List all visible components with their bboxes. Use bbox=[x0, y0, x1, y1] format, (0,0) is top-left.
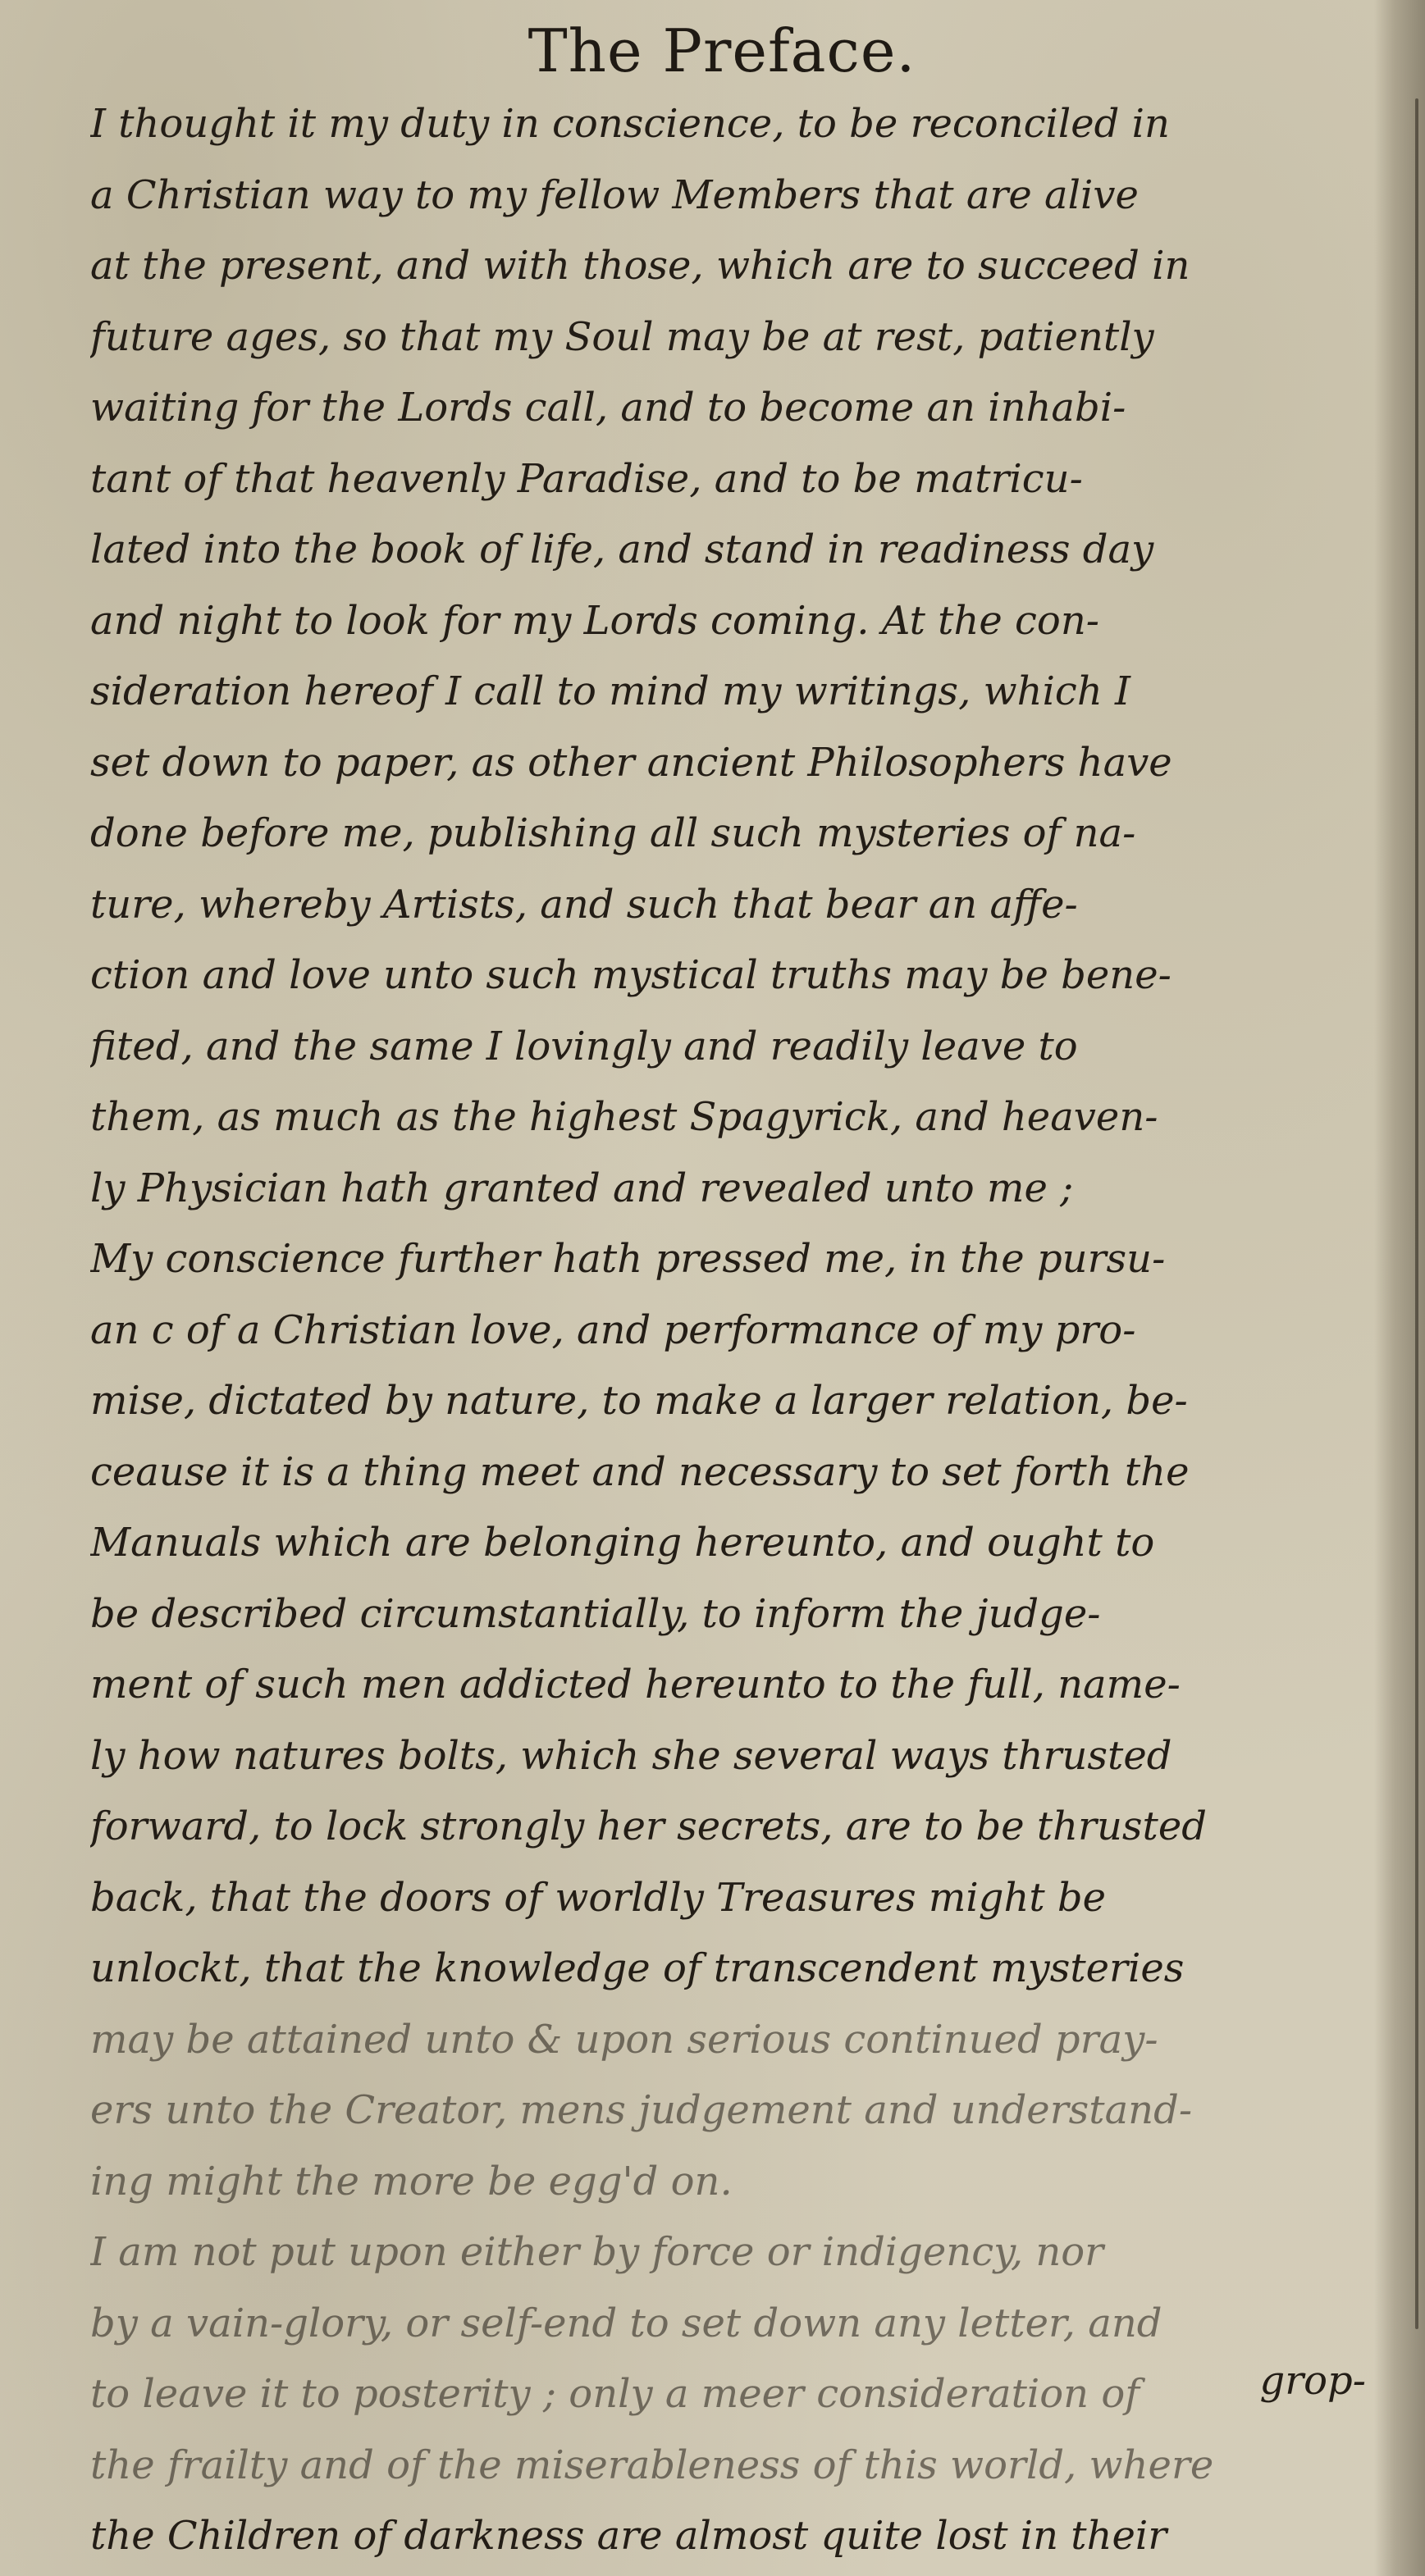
text-line: to leave it to posterity ; only a meer consideration of bbox=[90, 2371, 1140, 2417]
text-line: ly how natures bolts, which she several ways thrusted bbox=[90, 1732, 1172, 1779]
text-line: ly Physician hath granted and revealed unto me ; bbox=[90, 1165, 1074, 1211]
text-line: an c of a Christian love, and performance of my pro- bbox=[90, 1306, 1136, 1353]
text-line: Manuals which are belonging hereunto, and ought to bbox=[90, 1520, 1155, 1566]
text-line: them, as much as the highest Spagyrick, and heaven- bbox=[90, 1094, 1158, 1140]
text-line: I am not put upon either by force or indigency, nor bbox=[90, 2229, 1104, 2275]
text-line: by a vain-glory, or self-end to set down any letter, and bbox=[90, 2300, 1162, 2346]
text-line: a Christian way to my fellow Members that are alive bbox=[90, 171, 1139, 218]
text-line: sideration hereof I call to mind my writings, which I bbox=[90, 668, 1130, 714]
text-line: lated into the book of life, and stand in readiness day bbox=[90, 527, 1154, 572]
preface-text bbox=[90, 89, 1370, 2572]
text-line: done before me, publishing all such mysteries of na- bbox=[90, 810, 1136, 856]
text-line: ing might the more be egg'd on. bbox=[90, 2158, 733, 2204]
text-line: unlockt, that the knowledge of transcendent mysteries bbox=[90, 1945, 1185, 1991]
text-line: mise, dictated by nature, to make a larger relation, be- bbox=[90, 1378, 1188, 1424]
text-line: fited, and the same I lovingly and readily leave to bbox=[90, 1023, 1078, 1069]
text-line: tant of that heavenly Paradise, and to be matricu- bbox=[90, 455, 1083, 502]
catchword: grop- bbox=[1259, 2358, 1366, 2404]
text-line: may be attained unto & upon serious continued pray- bbox=[90, 2016, 1158, 2063]
text-line: set down to paper, as other ancient Philosophers have bbox=[90, 739, 1172, 786]
text-line: and night to look for my Lords coming. At the con- bbox=[90, 597, 1099, 644]
text-line: future ages, so that my Soul may be at rest, patiently bbox=[90, 313, 1154, 360]
text-line: ceause it is a thing meet and necessary to set forth the bbox=[90, 1448, 1190, 1495]
text-line: the Children of darkness are almost quite lost in their bbox=[90, 2513, 1167, 2559]
running-head: The Preface. bbox=[528, 16, 916, 85]
text-line: forward, to lock strongly her secrets, are to be thrusted bbox=[90, 1803, 1207, 1849]
text-line: I thought it my duty in conscience, to be reconciled in bbox=[90, 101, 1170, 147]
text-line: ture, whereby Artists, and such that bear an affe- bbox=[90, 881, 1078, 928]
text-line: My conscience further hath pressed me, in the pursu- bbox=[90, 1236, 1166, 1282]
text-line: ment of such men addicted hereunto to the full, name- bbox=[90, 1662, 1181, 1707]
text-line: back, that the doors of worldly Treasures might be bbox=[90, 1874, 1107, 1921]
text-line: waiting for the Lords call, and to become an inhabi- bbox=[90, 385, 1126, 431]
text-line: be described circumstantially, to inform the judge- bbox=[90, 1590, 1101, 1637]
page-edge-rule bbox=[1415, 98, 1418, 2329]
text-line: the frailty and of the miserableness of this world, where bbox=[90, 2442, 1214, 2488]
text-line: ers unto the Creator, mens judgement and understand- bbox=[90, 2087, 1193, 2133]
text-line: at the present, and with those, which are to succeed in bbox=[90, 243, 1190, 289]
text-line: ction and love unto such mystical truths may be bene- bbox=[90, 952, 1172, 998]
